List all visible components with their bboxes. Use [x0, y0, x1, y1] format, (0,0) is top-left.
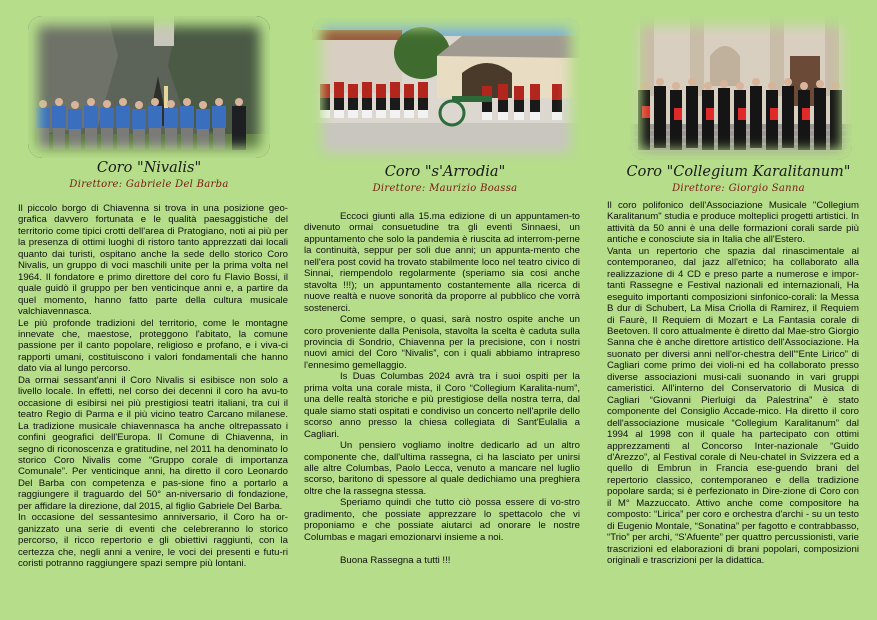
paragraph: Un pensiero vogliamo inoltre dedicarlo ad un altro componente che, dall'ultima rassegna, ci ha lasciato per unirsi alle altre Columbas, Paolo Lecca, venuto a mancare nel luglio scorso, baritono di spessore al quale dedichiamo una preghiera oltre che la rassegna stessa. — [304, 440, 580, 497]
choir-title-collegium-karalitanum: Coro "Collegium Karalitanum" — [626, 164, 851, 180]
choir-title-nivalis: Coro "Nivalis" — [96, 160, 202, 176]
paragraph: Le più profonde tradizioni del territorio, come le montagne innevate che, maestose, proteggono l'abitato, la comune passione per il canto popolare, religioso e profano, e i viva-ci rapporti umani, costituiscono i valori fondamentali che hanno dato via al lungo percorso. — [18, 317, 288, 375]
article-collegium-karalitanum — [607, 200, 859, 567]
paragraph: Come sempre, o quasi, sarà nostro ospite anche un coro proveniente dalla Penisola, stavolta la scelta è caduta sulla provincia di Sondrio, Chiavenna per la precisione, con i nostri nuovi amici del Coro “Nivalis”, con i quali abbiamo intrapreso l'ennesimo gemellaggio. — [304, 314, 580, 371]
paragraph: Da ormai sessant'anni il Coro Nivalis si esibisce non solo a livello locale. In effetti, nel corso dei decenni il coro ha avu-to occasione di esibirsi nei più prestigiosi teatri italiani, tra cui il teatro Regio di Parma e il più vicino teatro Carcano milanese. La tradizione musicale chiavennasca ha anche oltrepassato i confini geografici dell'Europa. Il Comune di Chiavenna, in segno di riconoscenza e gratitudine, nel 2011 ha denominato lo storico Coro Nivalis come “Gruppo corale di importanza Comunale”. Per venticinque anni, ha diretto il coro Leonardo Del Barba con competenza e pas-sione fino a portarlo a raggiungere il traguardo del 50° an-niversario di fondazione, per affidare la direzione, dal 2015, al figlio Gabriele Del Barba. — [18, 374, 288, 512]
choir-title-sarrodia: Coro "s'Arrodia" — [384, 164, 506, 180]
paragraph: Il piccolo borgo di Chiavenna si trova in una posizione geo-grafica davvero fortunata e le qualità paesaggistiche del territorio come tipici crotti dell'area di Pratogiano, noti ai più per la presenza di ottimi luoghi di ristoro tanto apprezzati dai locali quanto dai turisti, ospitano anche la sede dello storico Coro Nivalis, un gruppo di voci maschili unite per la prima volta nel 1964. Il fondatore e primo direttore del coro fu Flavio Bossi, il quale guidò il gruppo per ben venticinque anni e, a partire da quel momento, hanno fatto parte della cultura musicale valchiavennasca. — [18, 203, 288, 318]
paragraph: Speriamo quindi che tutto ciò possa essere di vo-stro gradimento, che possiate apprezzare lo spettacolo che vi proponiamo e che possiate aiutarci ad onorare le nostre Columbas e magari emozionarvi insieme a noi. — [304, 497, 580, 543]
choir-photo-sarrodia — [312, 18, 580, 163]
choir-photo-nivalis — [28, 16, 270, 158]
paragraph: Is Duas Columbas 2024 avrà tra i suoi ospiti per la prima volta una corale mista, il Coro “Collegium Karalita-num”, una delle realtà storiche e più prestigiose della nostra terra, dal quale siamo stati ospitati e condiviso un concerto nell'aprile dello scorso anno presso la chiesa collegiata di Sant'Eulalia a Cagliari. — [304, 371, 580, 440]
director-nivalis: Direttore: Gabriele Del Barba — [69, 179, 229, 190]
article-sarrodia — [304, 211, 580, 566]
paragraph: Il coro polifonico dell'Associazione Musicale "Collegium Karalitanum" studia e produce molteplici progetti artistici. In attività da 50 anni è una delle formazioni corali sarde più antiche e conosciute sia in Italia che all'Estero. — [607, 200, 859, 246]
choir-photo-collegium-karalitanum — [630, 16, 852, 160]
paragraph: In occasione del sessantesimo anniversario, il Coro ha or-ganizzato una serie di eventi che celebreranno lo storico percorso, il ricco repertorio e gli obiettivi raggiunti, con la certezza che, negli anni a venire, le voci dei presenti e futu-ri coristi potranno raggiungere spazi sempre più lontani. — [18, 512, 288, 570]
paragraph: Eccoci giunti alla 15.ma edizione di un appuntamen-to divenuto ormai consuetudine tra gli eventi Sinnaesi, un appuntamento che solo la pandemia è riuscita ad interrom-perne la continuità, seppur per soli due anni; un appunta-mento che nell'era post covid ha trovato stabilmente loco nel teatro civico di Sinnai, riempendolo regolarmente (speriamo sia cosi anche stavolta !!!); un appuntamento costantemente alla ricerca di nuove realtà e nuove sonorità da proporre al pubblico che vorrà sostenerci. — [304, 211, 580, 314]
closing-greeting: Buona Rassegna a tutti !!! — [340, 554, 451, 566]
director-collegium-karalitanum: Direttore: Giorgio Sanna — [672, 183, 805, 194]
paragraph: Vanta un repertorio che spazia dal rinascimentale al contemporaneo, dal jazz all'etnico; ha collaborato alla realizzazione di 4 CD e preso parte a numerose e impor-tanti Rassegne e Festival nazionali ed internazionali, Ha eseguito importanti composizioni sinfonico-corali: la Messa B dur di Schubert, La Misa Criolla di Ramirez, il Requiem di Faurè, Il Requiem di Mozart e La Fantasia corale di Beetoven. Il coro attualmente è diretto dal Mae-stro Giorgio Sanna che è anche direttore artistico dell'Associazione. Ha suonato per diversi anni nell'or-chestra dell'“Ente Lirico” di Cagliari come primo dei violi-ni ed ha collaborato presso diverse associazioni musi-cali suonando in vari gruppi cameristici. All'interno del Conservatorio di Musica di Cagliari “Giovanni Pierluigi da Palestrina” è stato componente del Consiglio Accade-mico. Ha diretto il coro dell'associazione musicale “Collegium Karalitanum” dal 1994 al 1998 con il quale ha partecipato con ottimi apprezzamenti al Concorso Inter-nazionale “Guido d'Arezzo”, al Festival corale di Neu-chatel in Svizzera ed a quello di Embrun in Francia ese-guendo brani del repertorio classico, contemporaneo e della tradizione popolare sarda; si è perfezionato in Dire-zione di Coro con il M° Mazzuccato. Attivo anche come compositore ha composto: “Lirica” per coro e orchestra d'archi - su un testo di Eugenio Montale, “Sonatina” per fagotto e contrabbasso, “Trio” per archi, “S'Afuente” per quattro percussionisti, varie trascrizioni ed elaborazioni di brani popolari, composizioni originali e trascrizioni per la didattica. — [607, 245, 859, 567]
director-sarrodia: Direttore: Maurizio Boassa — [372, 183, 518, 194]
article-nivalis — [18, 203, 288, 570]
